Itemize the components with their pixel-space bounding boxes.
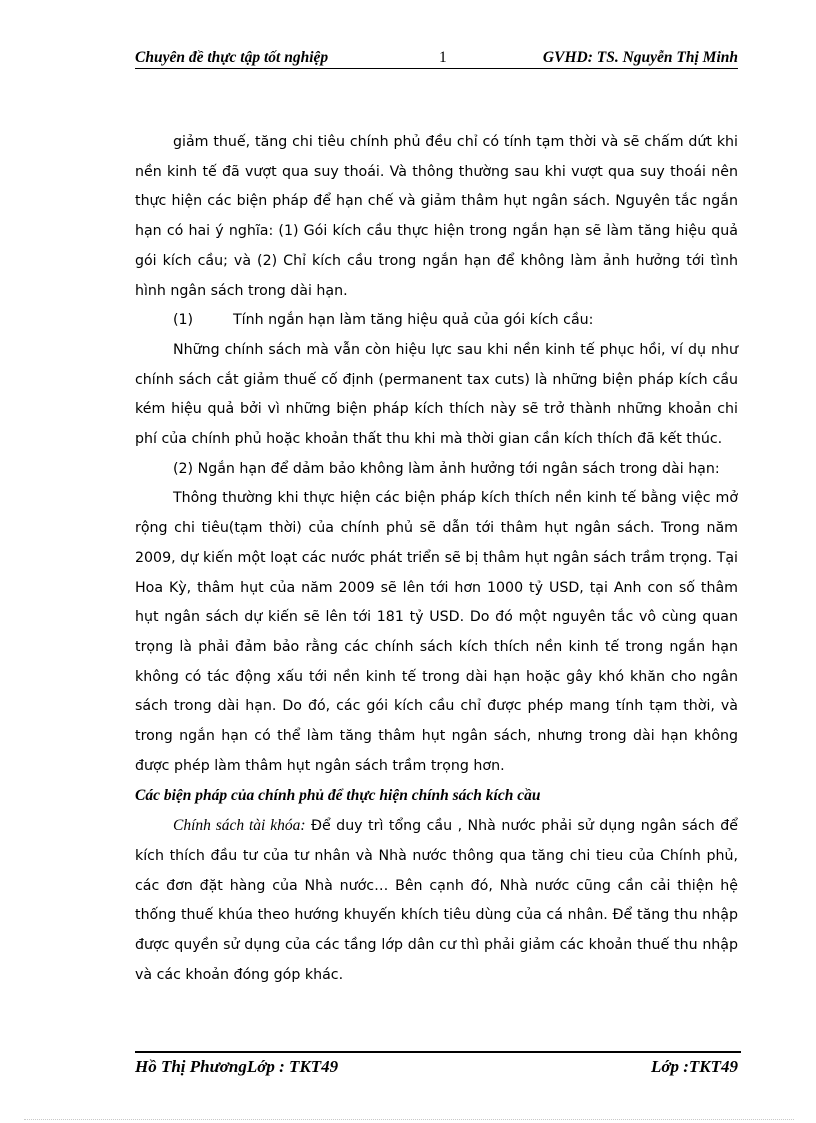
paragraph-1: giảm thuế, tăng chi tiêu chính phủ đều chỉ có tính tạm thời và sẽ chấm dứt khi nền kinh tế đã vượt qua suy thoái. Và thông thường sau khi vượt qua suy thoái nên thực hiện các biện pháp để hạn chế và giảm thâm hụt ngân sách. Nguyên tắc ngắn hạn có hai ý nghĩa: (1) Gói kích cầu thực hiện trong ngắn hạn sẽ làm tăng hiệu quả gói kích cầu; và (2) Chỉ kích cầu trong ngắn hạn để không làm ảnh hưởng tới tình hình ngân sách trong dài hạn. — [135, 134, 738, 299]
header-supervisor: GVHD: TS. Nguyễn Thị Minh — [542, 49, 738, 66]
paragraph-4 — [135, 811, 738, 990]
numbered-item-1 — [135, 306, 738, 336]
paragraph-3: Thông thường khi thực hiện các biện pháp kích thích nền kinh tế bằng việc mở rộng chi tiêu(tạm thời) của chính phủ sẽ dẫn tới thâm hụt ngân sách. Trong năm 2009, dự kiến một loạt các nước phát triển sẽ bị thâm hụt ngân sách trầm trọng. Tại Hoa Kỳ, thâm hụt của năm 2009 sẽ lên tới hơn 1000 tỷ USD, tại Anh con số thâm hụt ngân sách dự kiến sẽ lên tới 181 tỷ USD. Do đó một nguyên tắc vô cùng quan trọng là phải đảm bảo rằng các chính sách kích thích nền kinh tế trong ngắn hạn không có tác động xấu tới nền kinh tế trong dài hạn hoặc gây khó khăn cho ngân sách trong dài hạn. Do đó, các gói kích cầu chỉ được phép mang tính tạm thời, và trong ngắn hạn có thể làm tăng thâm hụt ngân sách, nhưng trong dài hạn không được phép làm thâm hụt ngân sách trầm trọng hơn. — [135, 490, 738, 774]
item-1-number: (1) — [173, 312, 194, 329]
paragraph-2: Những chính sách mà vẫn còn hiệu lực sau khi nền kinh tế phục hồi, ví dụ như chính sách cắt giảm thuế cố định (permanent tax cuts) là những biện pháp kích cầu kém hiệu quả bởi vì những biện pháp kích thích này sẽ trở thành những khoản chi phí của chính phủ hoặc khoản thất thu khi mà thời gian cần kích thích đã kết thúc. — [135, 341, 738, 448]
footer-class: Lớp :TKT49 — [650, 1057, 738, 1076]
footer-divider — [135, 1051, 741, 1053]
paragraph-4-text: Để duy trì tổng cầu , Nhà nước phải sử dụng ngân sách để kích thích đầu tư của tư nhân và Nhà nước thông qua tăng chi tieu của Chính phủ, các đơn đặt hàng của Nhà nước… Bên cạnh đó, Nhà nước cũng cần cải thiện hệ thống thuế khúa theo hướng khuyến khích tiêu dùng của cá nhân. Để tăng thu nhập được quyền sử dụng của các tầng lớp dân cư thì phải giảm các khoản thuế thu nhập và các khoản đóng góp khác. — [135, 818, 738, 983]
section-heading: Các biện pháp của chính phủ để thực hiện chính sách kích cầu — [135, 787, 541, 805]
header-title: Chuyên đề thực tập tốt nghiệp — [135, 49, 329, 66]
page-bottom-edge — [24, 1119, 794, 1120]
page-body — [135, 128, 738, 990]
paragraph-4-lead: Chính sách tài khóa: — [173, 817, 306, 835]
numbered-item-2: (2) Ngắn hạn để dảm bảo không làm ảnh hưởng tới ngân sách trong dài hạn: — [173, 460, 720, 477]
item-1-text: Tính ngắn hạn làm tăng hiệu quả của gói kích cầu: — [233, 312, 594, 329]
page-header — [135, 46, 738, 69]
footer-author: Hồ Thị PhươngLớp : TKT49 — [135, 1057, 339, 1076]
page-number: 1 — [439, 49, 447, 66]
